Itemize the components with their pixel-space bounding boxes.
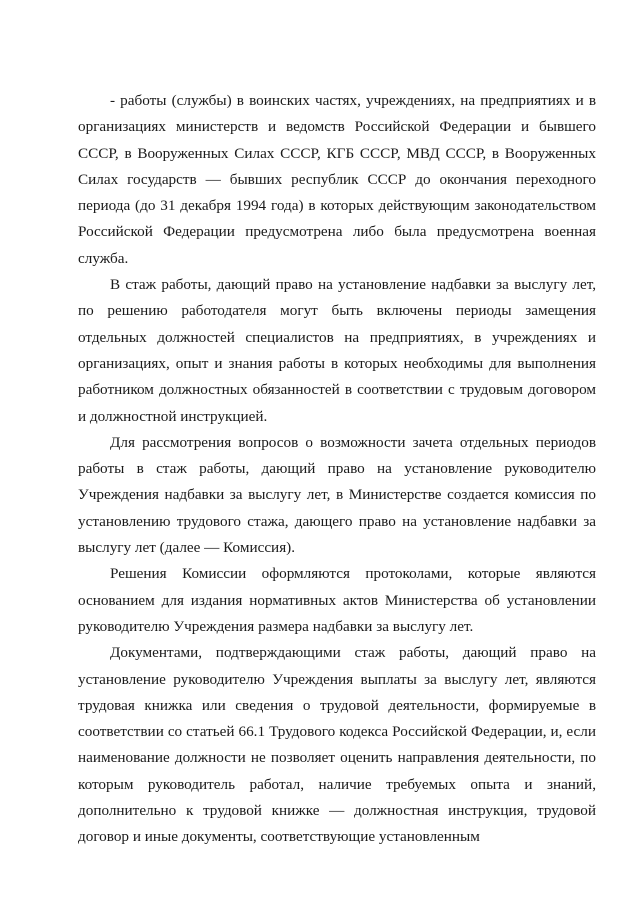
paragraph-commission-decisions: Решения Комиссии оформляются протоколами, которые являются основанием для издания нормативных актов Министерства об установлении руководителю Учреждения размера надбавки за выслугу лет. [78, 565, 596, 635]
document-body [78, 88, 596, 851]
paragraph-military-service: - работы (службы) в воинских частях, учреждениях, на предприятиях и в организациях министерств и ведомств Российской Федерации и бывшего СССР, в Вооруженных Силах СССР, КГБ СССР, МВД СССР, в Вооруженных Силах государств — бывших республик СССР до окончания переходного периода (до 31 декабря 1994 года) в которых действующим законодательством Российской Федерации предусмотрена либо была предусмотрена военная служба. [78, 92, 596, 267]
paragraph-confirming-documents: Документами, подтверждающими стаж работы, дающий право на установление руководителю Учреждения выплаты за выслугу лет, являются трудовая книжка или сведения о трудовой деятельности, формируемые в соответствии со статьей 66.1 Трудового кодекса Российской Федерации, и, если наименование должности не позволяет оценить направления деятельности, по которым руководитель работал, наличие требуемых опыта и знаний, дополнительно к трудовой книжке — должностная инструкция, трудовой договор и иные документы, соответствующие установленным [78, 644, 596, 846]
paragraph-employer-decision: В стаж работы, дающий право на установление надбавки за выслугу лет, по решению работодателя могут быть включены периоды замещения отдельных должностей специалистов на предприятиях, в учреждениях и организациях, опыт и знания работы в которых необходимы для выполнения работником должностных обязанностей в соответствии с трудовым договором и должностной инструкцией. [78, 276, 596, 425]
paragraph-commission-creation: Для рассмотрения вопросов о возможности зачета отдельных периодов работы в стаж работы, дающий право на установление руководителю Учреждения надбавки за выслугу лет, в Министерстве создается комиссия по установлению трудового стажа, дающего право на установление надбавки за выслугу лет (далее — Комиссия). [78, 433, 596, 557]
